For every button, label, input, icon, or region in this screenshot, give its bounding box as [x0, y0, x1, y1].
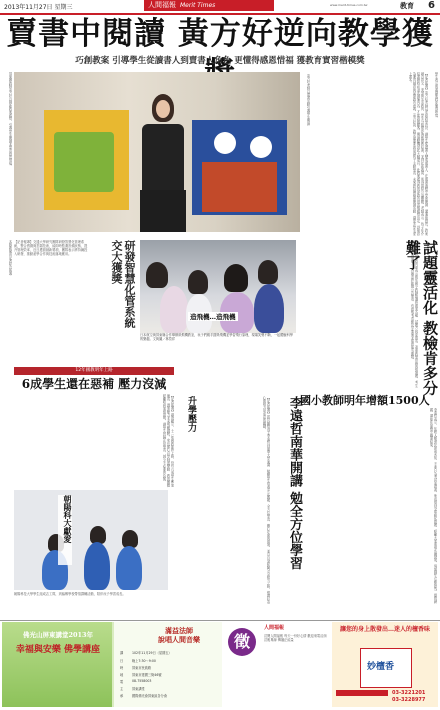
- ad1-line: 屏東市建國三街46號: [132, 673, 162, 677]
- lead-story-text-right: 學生表示賣書讓他們更懂得珍惜。: [434, 72, 438, 120]
- ad1-label: 地: [120, 673, 124, 677]
- newspaper-logo[interactable]: [144, 0, 274, 11]
- issue-date: 2013年11月27日 星期三: [4, 4, 73, 11]
- ad1-label: 講: [120, 651, 124, 655]
- story3-text: 【記者報導】教育部表示明年國小教師甄選將增加名額，試題方向更靈活，著重教學實務與情境題，考生需加強跨領域能力，各縣市將陸續公告簡章，有意報考者應及早準備並留意報名期限。: [410, 240, 418, 388]
- section-name: 教育: [400, 2, 414, 10]
- story3-subhead: 國小教師明年增額1500人: [300, 394, 430, 407]
- incense-advertisement[interactable]: [332, 622, 438, 707]
- story2-text: 【記者報導】交通大學研究團隊研發智慧化管理系統，整合感測與雲端技術，能即時監測設備狀態，提升管理效率，近日獲頒創新獎項，團隊表示將持續投入研發，推動產學合作與技術落地應用。: [14, 240, 88, 256]
- ad1-speaker: 滿益法師: [165, 626, 193, 635]
- ad4-phone-1: 03-3221201: [392, 690, 426, 696]
- story5-text-left: 【記者報導】諾貝爾獎得主李遠哲到南華大學演講，勉勵學生培養多元興趣，全方位學習，關心社會與環境，並以自身經驗分享研究之路，強調好奇心與毅力是成功的關鍵。: [262, 396, 270, 604]
- ad1-line: 國際佛光會屏東區各分會: [132, 694, 168, 698]
- lead-photo-caption: 黃方好老師以賣書活動引導學生閱讀: [306, 74, 310, 126]
- ad1-title: 佛光山屏東講堂2013年: [22, 631, 94, 639]
- story4-text: 【記者報導】調查顯示，十二年國教即將上路，仍有六成學生參加補習，課業壓力並未明顯減輕。家長擔心升學制度變動，教育團體呼籲政府加強說明，讓學生回歸正常學習，減少不必要的負擔。: [162, 394, 174, 487]
- incense-package: [360, 648, 412, 688]
- story4-headline[interactable]: 6成學生還在惡補 壓力沒減: [21, 377, 167, 391]
- ad1-slogan: 幸福與安樂 佛學講座: [15, 645, 101, 655]
- ad1-label: 主: [120, 687, 124, 691]
- masthead: [0, 0, 440, 13]
- ad1-line: 屏東市民族路: [132, 666, 152, 670]
- lecture-advertisement[interactable]: [2, 622, 222, 707]
- photo-caption-body: 日本航空與屏東縣合作舉辦紙飛機教室，孩子們親手摺紙飛機並學習飛行原理，現場笑聲不斷，一起體驗科學的樂趣。文與圖／林奠祥: [140, 333, 293, 341]
- recruitment-advertisement[interactable]: [225, 622, 261, 707]
- volunteers-photo[interactable]: [14, 490, 168, 590]
- page-number: 6: [428, 0, 435, 11]
- ad1-line: 08-7558003: [132, 679, 152, 683]
- ad1-label: 時: [120, 666, 124, 670]
- logo-english: Merit Times: [180, 2, 216, 9]
- story2-headline[interactable]: 研發智慧化管系統 交大獲獎: [110, 240, 136, 328]
- story6-headline[interactable]: 朝陽科大獻愛: [58, 495, 72, 565]
- story5-text: 李遠哲表示，年輕人應勇於探索未知，不要只為考試而讀書。他也提到全球暖化問題，呼籲大家重視永續發展，現場師生反應熱烈，提問踴躍，講座在掌聲中圓滿結束。: [429, 408, 437, 604]
- ad1-label: 日: [120, 659, 124, 663]
- logo-chinese: 人間福報: [148, 1, 176, 9]
- story6-text: 朝陽科技大學學生組成志工隊，到偏鄉學校帶領課輔活動，陪伴孩子學習成長。: [14, 592, 126, 596]
- photo-caption-credit: 文與圖／林奠祥: [152, 337, 176, 341]
- ad4-phone-2: 03-3228977: [392, 697, 426, 703]
- left-margin-text: 本版新聞由記者綜合報導: [8, 240, 12, 276]
- ad1-label: 電: [120, 680, 124, 684]
- ad1-topic: 說唱人間音樂: [158, 635, 200, 644]
- ad4-product: 妙檀香: [367, 662, 395, 672]
- lead-photo[interactable]: [14, 72, 300, 232]
- recruit-mark-icon: 徵: [228, 628, 256, 656]
- lead-headline[interactable]: 賣書中閱讀 黃方好逆向教學獲: [6, 16, 434, 52]
- story3-headline[interactable]: 試題靈活化 教檢肯多分難了: [404, 240, 439, 396]
- ad1-line: 102年11月29日（星期五）: [132, 651, 172, 655]
- newspaper-subscription-advertisement[interactable]: 人間福報 訂閱人間福報 每天一份好心情 歡迎來電洽詢訂報專線 傳播正能量: [262, 622, 330, 707]
- story4-side-headline: 升學壓力: [186, 396, 196, 432]
- ad3-logo: 人間福報: [264, 625, 285, 631]
- ad1-label: 承: [120, 694, 124, 698]
- lead-story-text-left: 屏東縣教師黃方好以創新教案獲獎，引導學生閱讀並學習感恩惜福。: [8, 72, 12, 168]
- ad1-line: 晚上7:30～9:00: [132, 659, 156, 663]
- ad4-title: 讓您的身上散發出…迷人的檀香味: [339, 626, 430, 633]
- lead-story-text: 【記者報導】黃方好老師以逆向教學設計，讓學生從讀書人變成賣書人，在賣書過程中學會閱讀、溝通與感恩。教案融合語文、美勞與生活教育，學生分組製作海報推薦好書，並到社區義賣，所得捐給公益團體。老師表示，孩子在介紹書籍時必須先讀懂內容，才能說服顧客，閱讀動機因此大幅提升。此教案獲得教育部教育實習楷模獎肯定，評審認為兼具創意與品德教育意義。黃方好說，教學最重要的是讓孩子主動學習，未來將持續推廣閱讀活動，讓更多學生愛上書本。: [408, 72, 428, 236]
- lead-subhead: 巧創教案 引導學生從讀書人到賣書人角色 更懂得感恩惜福 獲教育實習楷模獎: [75, 56, 365, 66]
- website-url[interactable]: www.merit-times.com.tw: [330, 3, 368, 7]
- story5-headline[interactable]: 李遠哲南華開講 勉全方位學習: [287, 396, 302, 570]
- ad1-line: 屏東講堂: [132, 687, 145, 691]
- photo-caption-title: 造飛機…造飛機: [190, 313, 236, 321]
- story4-banner: 12年國教明年上路: [14, 367, 174, 375]
